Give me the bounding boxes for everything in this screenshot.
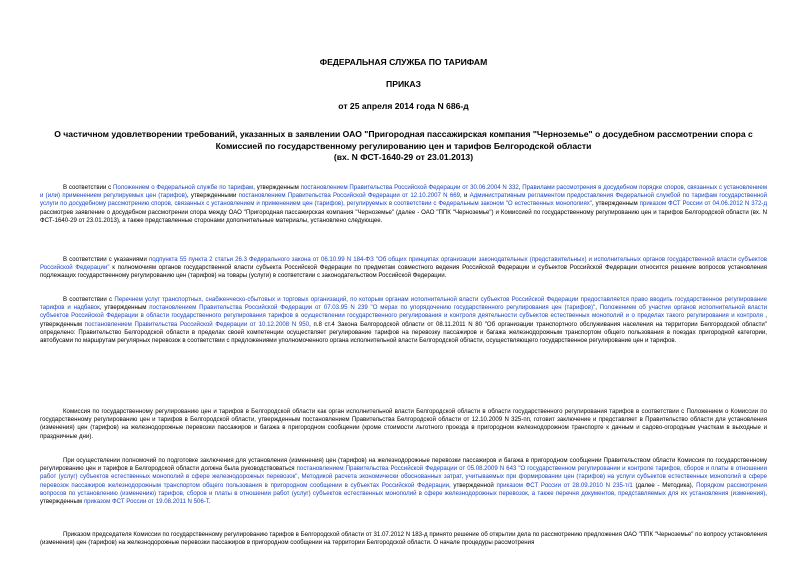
text: При осуществлении полномочий по подготовке заключения для установления (изменения) цен (тарифов) на железнодорожные перевозки пассажиров и багажа в пригородном сообщении Правительством области Комиссия по государственному регулированию цен и тарифов в Белгородской области должна была руководствоваться <box>40 457 767 473</box>
text: , <box>518 184 523 191</box>
text: Комиссия по государственному регулированию цен и тарифов в Белгородской области как орган исполнительной власти Белгородской области в области государственного регулирования тарифов в соответствии с Положением о Комиссии по государственному регулированию цен и тарифов в Белгородской области, утвержденным постановлением Правительства Белгородской области от 12.10.2009 N 325-пп, готовит заключение и представляет в Правительство области для установления (изменения) цен (тарифов) на железнодорожные перевозки пассажиров и багажа в пригородном сообщении (кроме стоимости льготного проезда в пригородном железнодорожном транспорте к дачным и садово-огородным участкам в выходные и праздничные дни). <box>40 408 767 440</box>
link-admin-regulation[interactable]: Административным регламентом предоставления Федеральной службой по тарифам государственной услуги по досудебному рассмотрению споров, связанных с установлением и применением цен (тарифов), регулируемых в соответствии с Федеральным законом "О естественных монополиях" <box>40 192 767 208</box>
text: В соответствии с <box>63 184 114 191</box>
document-type-heading: ПРИКАЗ <box>386 79 421 89</box>
text: . <box>208 498 211 506</box>
link-participation-regulation[interactable]: Положением об участии органов исполнительной власти субъектов Российской Федерации в области государственного регулирования тарифов в осуществлении государственного регулирования и контроля деятельности субъектов естественных монополий и о пределах такого регулирования и контроля <box>40 304 768 320</box>
link-fst-regulation[interactable]: Положением о Федеральной службе по тарифам <box>113 184 254 191</box>
text: , утвержденной <box>449 481 497 489</box>
text: , и <box>460 192 470 200</box>
link-procedure[interactable]: Порядком рассмотрения вопросов по установлению (изменению) тарифов, сборов и платы в отношении работ (услуг) субъектов естественных монополий в сфере железнодорожных перевозок, а также перечня документов, представляемых для их установления (изменения) <box>40 481 767 497</box>
text: Приказом председателя Комиссии по государственному регулированию тарифов в Белгородской области от 31.07.2012 N 183-д принято решение об открытии дела по рассмотрению предложения ОАО "ППК "Черноземье" по вопросу установления (изменения) цен (тарифов) на железнодорожные перевозки пассажиров в пригородном сообщении на территории Белгородской области. О начале процедуры рассмотрения <box>40 531 767 547</box>
link-resolution-239[interactable]: постановлением Правительства Российской Федерации от 07.03.95 N 239 "О мерах по упорядочению государственного регулирования цен (тарифов)" <box>149 304 596 312</box>
agency-heading: ФЕДЕРАЛЬНАЯ СЛУЖБА ПО ТАРИФАМ <box>319 57 488 67</box>
title-line-3: (вх. N ФСТ-1640-29 от 23.01.2013) <box>333 152 474 162</box>
link-resolution-950[interactable]: постановлением Правительства Российской Федерации от 10.12.2008 N 950 <box>84 320 310 328</box>
paragraph-6 <box>40 531 767 547</box>
link-methodology[interactable]: Методикой расчета экономически обоснованных затрат, учитываемых при формировании цен (тарифов) на услуги субъектов естественных монополий в сфере перевозок пассажиров железнодорожным транспортом общего пользования в пригородном сообщении в субъектах Российской Федерации <box>40 473 767 489</box>
text: , <box>297 473 302 481</box>
text: , <box>595 304 600 312</box>
link-services-list[interactable]: Перечнем услуг транспортных, снабженческо-сбытовых и торговых организаций, по которым органам исполнительной власти субъектов Российской Федерации предоставляется право вводить государственное регулирование тарифов и надбавок <box>40 296 767 312</box>
text: , п.8 ст.4 Закона Белгородской области от 08.11.2011 N 80 "Об организации транспортного обслуживания населения на территории Белгородской области" определено: Правительство Белгородской области в пределах своей компетенции осуществляет регулирование тарифов на перевозку пассажиров и багажа железнодорожным транспортом общего пользования в поездах пригородной категории, автобусами по маршрутам регулярных перевозок в соответствии с предложениями уполномоченного органа исполнительной власти Белгородской области, осуществляющего государственное регулирование цен и тарифов. <box>40 320 767 345</box>
text: (далее - Методика), <box>632 481 697 489</box>
paragraph-2 <box>40 256 767 281</box>
link-resolution-332[interactable]: постановлением Правительства Российской Федерации от 30.06.2004 N 332 <box>300 184 519 191</box>
text: В соответствии с <box>63 296 115 303</box>
text: , утвержденным <box>253 184 301 191</box>
link-dispute-rules[interactable]: Правилами рассмотрения в досудебном порядке споров, связанных с установлением и (или) применением регулируемых цен (тарифов) <box>40 184 768 200</box>
title-line-2: Комиссией по государственному регулированию цен и тарифов Белгородской области <box>215 140 592 151</box>
text: В соответствии с указаниями <box>63 256 149 263</box>
date-number-heading: от 25 апреля 2014 года N 686-д <box>338 101 469 111</box>
text: , утвержденными <box>186 192 239 200</box>
link-federal-law-184[interactable]: подпункта 55 пункта 2 статьи 26.3 Федерального закона от 06.10.99 N 184-ФЗ "Об общих принципах организации законодательных (представительных) и исполнительных органов государственной власти субъектов Российской Федерации" <box>40 256 767 272</box>
paragraph-4 <box>40 408 767 441</box>
paragraph-3 <box>40 296 767 345</box>
text: рассмотрев заявление о досудебном рассмотрении спора между ОАО "Пригородная пассажирская компания "Черноземье" (далее - ОАО "ППК "Черноземье") и Комиссией по государственному регулированию цен и тарифов Белгородской области (вх. N ФСТ-1640-29 от 23.01.2013), а также представленные сторонами дополнительные материалы, установлено следующее. <box>40 208 767 224</box>
paragraph-1 <box>40 184 767 225</box>
title-line-1: О частичном удовлетворении требований, указанных в заявлении ОАО "Пригородная пассажирская компания "Черноземье" о досудебном рассмотрении спора с <box>54 129 753 139</box>
text: , утвержденным <box>40 312 767 328</box>
paragraph-5 <box>40 457 767 506</box>
text: , утвержденным <box>99 304 150 312</box>
link-order-506t[interactable]: приказом ФСТ России от 19.08.2011 N 506-Т <box>83 498 209 506</box>
link-order-235t1[interactable]: приказом ФСТ России от 28.09.2010 N 235-т/1 <box>496 481 633 489</box>
document-title <box>30 129 777 164</box>
text: к полномочиям органов государственной власти субъекта Российской Федерации по предметам совместного ведения Российской Федерации и субъектов Российской Федерации относится решение вопросов установления подлежащих государственному регулированию цен (тарифов) на товары (услуги) в соответствии с законодательством Российской Федерации. <box>40 264 767 280</box>
text: , утвержденным <box>40 489 767 506</box>
link-resolution-669[interactable]: постановлением Правительства Российской Федерации от 12.10.2007 N 669 <box>238 192 460 200</box>
link-resolution-643[interactable]: постановлением Правительства Российской Федерации от 05.08.2009 N 643 "О государственном регулировании и контроле тарифов, сборов и платы в отношении работ (услуг) субъектов естественных монополий в сфере железнодорожных перевозок" <box>40 465 767 481</box>
link-order-372d[interactable]: приказом ФСТ России от 04.06.2012 N 372-д <box>639 200 768 208</box>
text: , утвержденным <box>591 200 640 208</box>
